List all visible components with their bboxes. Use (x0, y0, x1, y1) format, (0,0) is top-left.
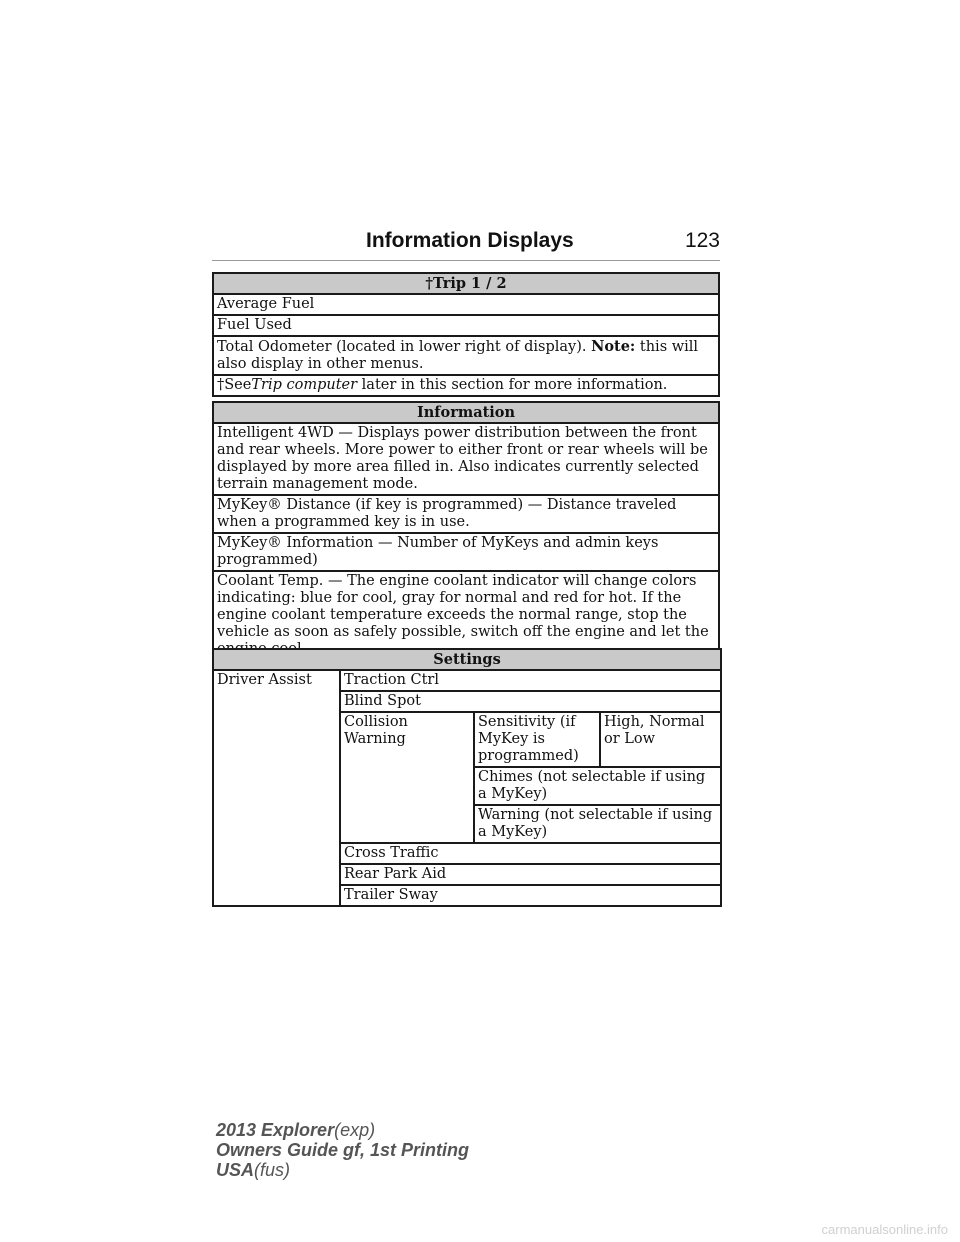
trip-table-title: †Trip 1 / 2 (213, 273, 719, 294)
setting-blind-spot: Blind Spot (340, 691, 721, 712)
setting-cross-traffic: Cross Traffic (340, 843, 721, 864)
info-row-intelligent-4wd: Intelligent 4WD — Displays power distribution between the front and rear wheels. More power to either front or rear wheels will be displayed by more area filled in. Also indicates currently selected terrain management mode. (213, 423, 719, 495)
footer-model: 2013 Explorer (216, 1120, 335, 1140)
odometer-note-text: this will also display in other menus. (217, 339, 699, 372)
section-title: Information Displays (366, 229, 574, 252)
setting-sensitivity: Sensitivity (if MyKey is programmed) (474, 712, 600, 767)
setting-collision-warning: Collision Warning (340, 712, 474, 843)
setting-warning: Warning (not selectable if using a MyKey) (474, 805, 721, 843)
information-table (212, 401, 720, 661)
watermark: carmanualsonline.info (821, 1222, 948, 1237)
setting-chimes: Chimes (not selectable if using a MyKey) (474, 767, 721, 805)
trip-row-odometer (213, 336, 719, 375)
settings-table (212, 648, 722, 907)
trip-table (212, 272, 720, 397)
setting-rear-park-aid: Rear Park Aid (340, 864, 721, 885)
see-suffix: later in this section for more information. (361, 377, 668, 393)
trip-computer-reference: Trip computer (251, 377, 358, 393)
settings-group-driver-assist: Driver Assist (213, 670, 340, 906)
setting-traction-ctrl: Traction Ctrl (340, 670, 721, 691)
trip-row-fuel-used: Fuel Used (213, 315, 719, 336)
trip-row-average-fuel: Average Fuel (213, 294, 719, 315)
settings-table-title: Settings (213, 649, 721, 670)
odometer-text: Total Odometer (located in lower right of display). (217, 339, 587, 355)
page-number: 123 (684, 229, 720, 252)
setting-trailer-sway: Trailer Sway (340, 885, 721, 906)
odometer-note-label: Note: (591, 338, 636, 355)
info-row-coolant-temp: Coolant Temp. — The engine coolant indicator will change colors indicating: blue for cool, gray for normal and red for hot. If the engine coolant temperature exceeds the normal range, stop the vehicle as soon as safely possible, switch off the engine and let the (213, 571, 719, 660)
info-row-mykey-information: MyKey® Information — Number of MyKeys and admin keys programmed) (213, 533, 719, 571)
see-prefix: †See (217, 377, 252, 393)
footer-model-code: (exp) (334, 1120, 376, 1140)
footer-guide: Owners Guide gf, 1st Printing (216, 1140, 470, 1160)
page-header (212, 226, 720, 261)
footer-market: USA (216, 1160, 255, 1180)
print-footer (216, 1120, 469, 1180)
trip-row-see-also (213, 375, 719, 396)
info-row-mykey-distance: MyKey® Distance (if key is programmed) — Distance traveled when a programmed key is in use. (213, 495, 719, 533)
setting-sensitivity-options: High, Normal or Low (600, 712, 721, 767)
footer-market-code: (fus) (254, 1160, 291, 1180)
information-table-title: Information (213, 402, 719, 423)
